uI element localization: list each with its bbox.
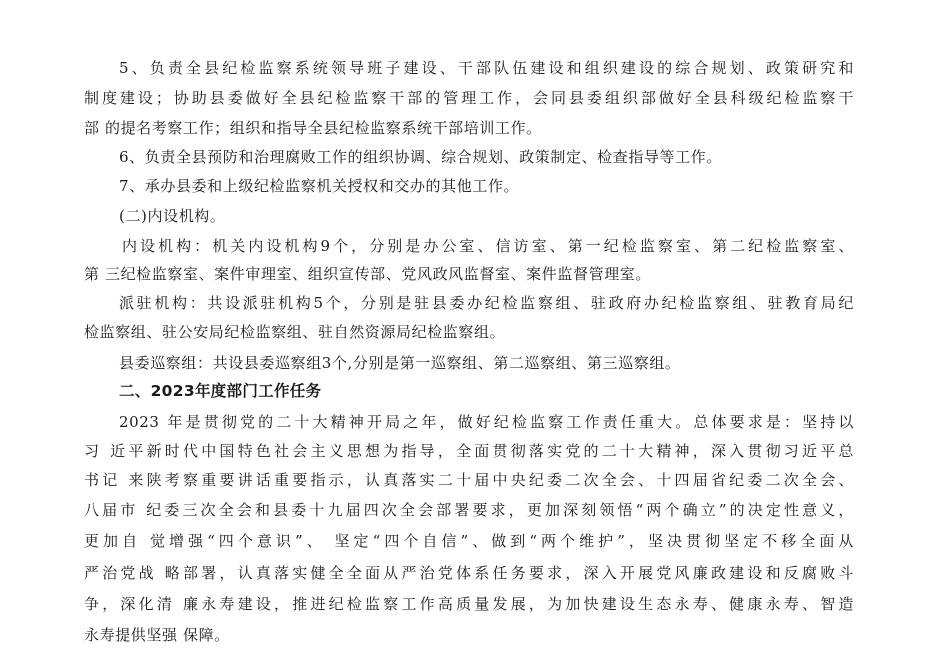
paragraph-item-5-line-3: 部 的提名考察工作；组织和指导全县纪检监察系统干部培训工作。	[84, 119, 542, 137]
dispatched-agencies-line-2: 检监察组、驻公安局纪检监察组、驻自然资源局纪检监察组。	[84, 323, 506, 341]
subheading-internal-structure: (二)内设机构。	[119, 207, 226, 225]
tasks-paragraph-line-3: 书记 来陕考察重要讲话重要指示，认真落实二十届中央纪委二次全会、十四届省纪委二次全会、	[84, 471, 854, 489]
tasks-paragraph-line-7: 争，深化清 廉永寿建设，推进纪检监察工作高质量发展，为加快建设生态永寿、健康永寿、智造	[84, 595, 854, 613]
paragraph-item-5-line-1: 5、负责全县纪检监察系统领导班子建设、干部队伍建设和组织建设的综合规划、政策研究和	[119, 59, 854, 77]
tasks-paragraph-line-4: 八届市 纪委三次全会和县委十九届四次全会部署要求，更加深刻领悟“两个确立”的决定性意义，	[84, 501, 854, 519]
paragraph-item-6: 6、负责全县预防和治理腐败工作的组织协调、综合规划、政策制定、检查指导等工作。	[119, 148, 722, 166]
paragraph-item-5-line-2: 制度建设；协助县委做好全县纪检监察干部的管理工作，会同县委组织部做好全县科级纪检监察干	[84, 89, 854, 107]
tasks-paragraph-line-2: 习 近平新时代中国特色社会主义思想为指导，全面贯彻落实党的二十大精神，深入贯彻习近平总	[84, 442, 854, 460]
dispatched-agencies-line-1: 派驻机构：共设派驻机构5个，分别是驻县委办纪检监察组、驻政府办纪检监察组、驻教育局纪	[119, 294, 854, 312]
tasks-paragraph-line-6: 严治党战 略部署，认真落实健全全面从严治党体系任务要求，深入开展党风廉政建设和反腐败斗	[84, 564, 854, 582]
internal-agencies-line-1: 内设机构：机关内设机构9个，分别是办公室、信访室、第一纪检监察室、第二纪检监察室、	[122, 237, 854, 255]
section-heading-2023-tasks: 二、2023年度部门工作任务	[119, 382, 322, 400]
tasks-paragraph-line-8: 永寿提供坚强 保障。	[84, 626, 230, 644]
tasks-paragraph-line-1: 2023 年是贯彻党的二十大精神开局之年，做好纪检监察工作责任重大。总体要求是：坚持以	[119, 413, 854, 431]
paragraph-item-7: 7、承办县委和上级纪检监察机关授权和交办的其他工作。	[119, 177, 520, 195]
inspection-groups-line: 县委巡察组：共设县委巡察组3个,分别是第一巡察组、第二巡察组、第三巡察组。	[119, 354, 681, 372]
internal-agencies-line-2: 第 三纪检监察室、案件审理室、组织宣传部、党风政风监督室、案件监督管理室。	[84, 265, 651, 283]
tasks-paragraph-line-5: 更加自 觉增强“四个意识”、 坚定“四个自信”、做到“两个维护”，坚决贯彻坚定不移全面从	[84, 532, 854, 550]
